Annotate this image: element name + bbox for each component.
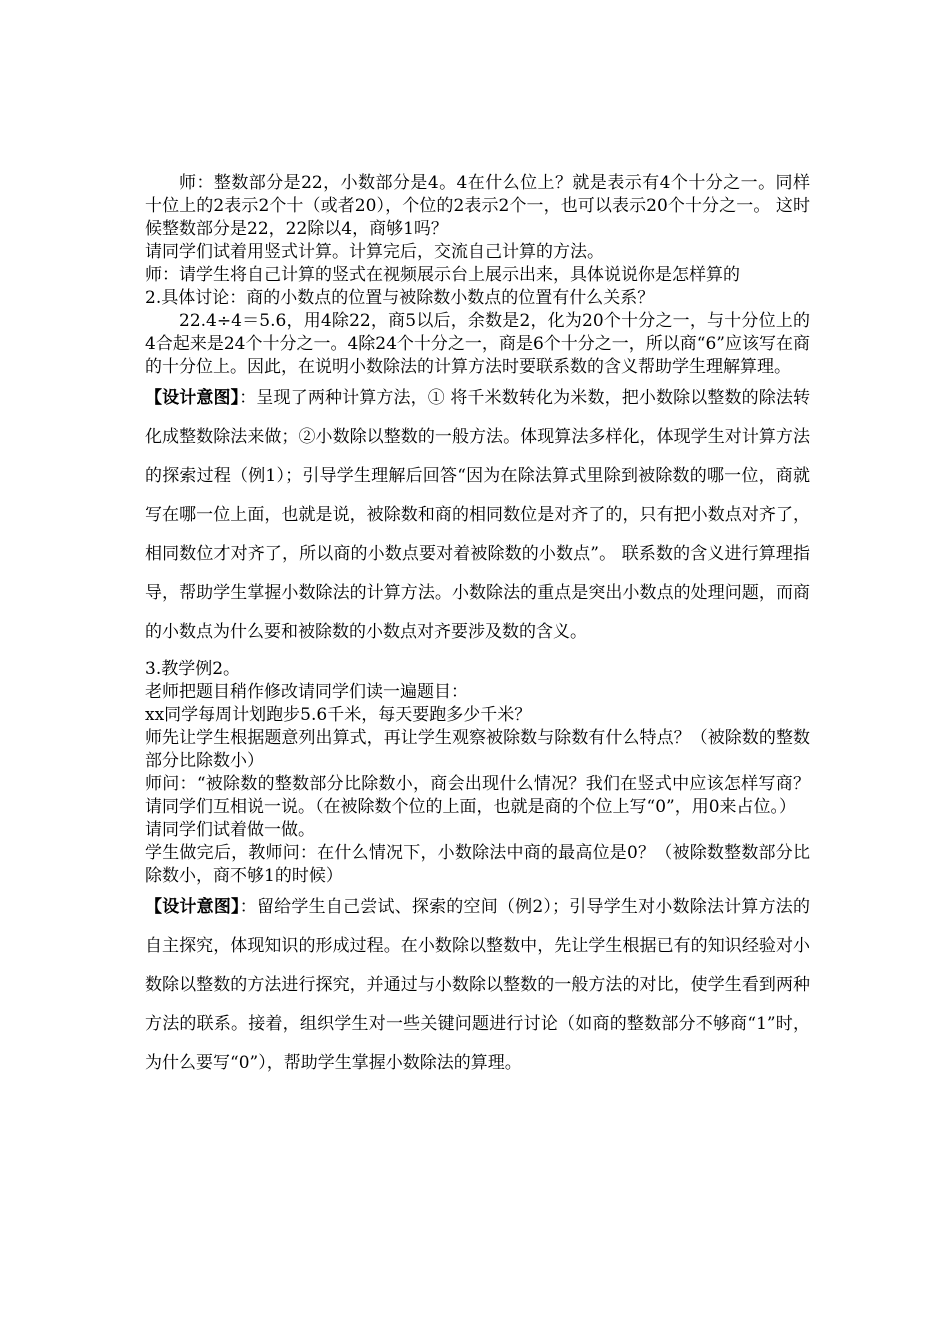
design-intent-block-2 xyxy=(145,888,810,1083)
paragraph-observe-dividend: 师先让学生根据题意列出算式，再让学生观察被除数与除数有什么特点？（被除数的整数部分比除数小） xyxy=(145,728,810,771)
paragraph-division-example: 22.4÷4＝5.6，用4除22，商5以后，余数是2，化为20个十分之一，与十分位上的4合起来是24个十分之一。4除24个十分之一，商是6个十分之一，所以商“6”应该写在商的十分位上。因此，在说明小数除法的计算方法时要联系数的含义帮助学生理解算理。 xyxy=(145,311,810,377)
paragraph-try-it: 请同学们试着做一做。 xyxy=(145,820,315,840)
design-intent-label: 【设计意图】 xyxy=(145,388,240,408)
paragraph-example-2-heading: 3.教学例2。 xyxy=(145,659,241,679)
paragraph-vertical-calculation: 请同学们试着用竖式计算。计算完后，交流自己计算的方法。 xyxy=(145,242,604,262)
design-intent-block-1 xyxy=(145,379,810,652)
design-intent-label: 【设计意图】 xyxy=(145,897,240,917)
paragraph-discussion-heading: 2.具体讨论：商的小数点的位置与被除数小数点的位置有什么关系？ xyxy=(145,288,655,308)
paragraph-teacher-explanation: 师：整数部分是22，小数部分是4。4在什么位上？就是表示有4个十分之一。同样十位上的2表示2个十（或者20），个位的2表示2个一，也可以表示20个十分之一。 这时候整数部分是22，22除以4，商够1吗？ xyxy=(145,173,810,239)
design-intent-text: ：留给学生自己尝试、探索的空间（例2）；引导学生对小数除法计算方法的自主探究，体现知识的形成过程。在小数除以整数中，先让学生根据已有的知识经验对小数除以整数的方法进行探究，并通过与小数除以整数的一般方法的对比，使学生看到两种方法的联系。接着，组织学生对一些关键问题进行讨论（如商的整数部分不够商“1”时，为什么要写“0”），帮助学生掌握小数除法的算理。 xyxy=(145,897,810,1073)
paragraph-read-question: 老师把题目稍作修改请同学们读一遍题目： xyxy=(145,682,468,702)
paragraph-teacher-question: 师问：“被除数的整数部分比除数小，商会出现什么情况？我们在竖式中应该怎样写商？请同学们互相说一说。（在被除数个位的上面，也就是商的个位上写“0”，用0来占位。） xyxy=(145,774,810,817)
paragraph-show-calculation: 师：请学生将自己计算的竖式在视频展示台上展示出来，具体说说你是怎样算的 xyxy=(145,265,740,285)
paragraph-highest-place-zero: 学生做完后，教师问：在什么情况下，小数除法中商的最高位是0？（被除数整数部分比除数小，商不够1的时候） xyxy=(145,843,810,886)
design-intent-text: ：呈现了两种计算方法，① 将千米数转化为米数，把小数除以整数的除法转化成整数除法来做；②小数除以整数的一般方法。体现算法多样化，体现学生对计算方法的探索过程（例1）；引导学生理解后回答“因为在除法算式里除到被除数的哪一位，商就写在哪一位上面，也就是说，被除数和商的相同数位是对齐了的，只有把小数点对齐了，相同数位才对齐了，所以商的小数点要对着被除数的小数点”。 联系数的含义进行算理指导，帮助学生掌握小数除法的计算方法。小数除法的重点是突出小数点的处理问题，而商的小数点为什么要和被除数的小数点对齐要涉及数的含义。 xyxy=(145,388,811,642)
paragraph-running-problem: xx同学每周计划跑步5.6千米，每天要跑多少千米？ xyxy=(145,705,532,725)
document-page xyxy=(145,172,810,1083)
